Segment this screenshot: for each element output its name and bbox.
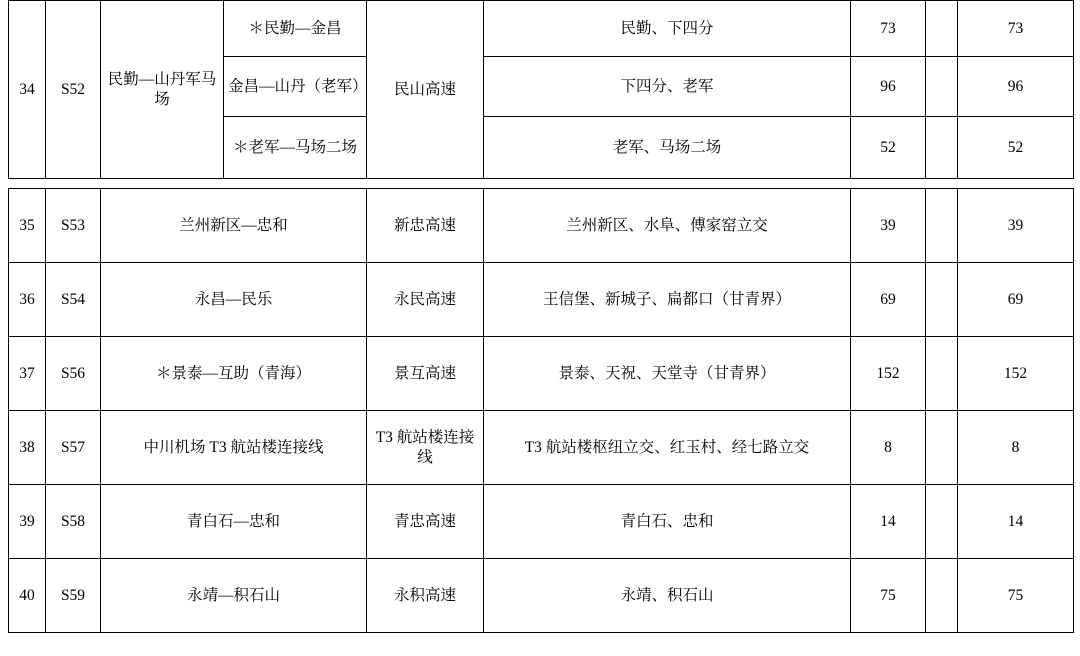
cell-route: 景互高速 (367, 337, 484, 411)
cell-no: 34 (9, 1, 46, 179)
cell-pass: 景泰、天祝、天堂寺（甘青界） (484, 337, 851, 411)
cell-length-1: 69 (851, 263, 926, 337)
table-row (9, 337, 1074, 411)
cell-length-2: 52 (958, 117, 1074, 179)
cell-gutter (926, 411, 958, 485)
cell-code: S54 (46, 263, 101, 337)
table-row (9, 559, 1074, 633)
cell-length-1: 73 (851, 1, 926, 57)
cell-segment: ＊民勤—金昌 (224, 1, 367, 57)
cell-gutter (926, 559, 958, 633)
cell-length-2: 96 (958, 57, 1074, 117)
cell-no: 38 (9, 411, 46, 485)
cell-length-1: 14 (851, 485, 926, 559)
cell-code: S56 (46, 337, 101, 411)
cell-pass: 永靖、积石山 (484, 559, 851, 633)
cell-route: 永积高速 (367, 559, 484, 633)
cell-code: S52 (46, 1, 101, 179)
cell-name: 青白石—忠和 (101, 485, 367, 559)
cell-length-1: 75 (851, 559, 926, 633)
cell-code: S53 (46, 189, 101, 263)
cell-gutter (926, 117, 958, 179)
cell-length-2: 73 (958, 1, 1074, 57)
highway-table (8, 0, 1074, 633)
cell-gutter (926, 189, 958, 263)
cell-pass: 老军、马场二场 (484, 117, 851, 179)
cell-code: S59 (46, 559, 101, 633)
cell-segment: ＊老军—马场二场 (224, 117, 367, 179)
cell-name: 中川机场 T3 航站楼连接线 (101, 411, 367, 485)
cell-name: 兰州新区—忠和 (101, 189, 367, 263)
cell-length-1: 39 (851, 189, 926, 263)
cell-length-1: 152 (851, 337, 926, 411)
cell-code: S57 (46, 411, 101, 485)
cell-gutter (926, 337, 958, 411)
cell-name: 永靖—积石山 (101, 559, 367, 633)
cell-name: ＊景泰—互助（青海） (101, 337, 367, 411)
cell-length-2: 69 (958, 263, 1074, 337)
cell-name: 永昌—民乐 (101, 263, 367, 337)
cell-length-1: 52 (851, 117, 926, 179)
cell-name: 民勤—山丹军马场 (101, 1, 224, 179)
cell-length-1: 8 (851, 411, 926, 485)
cell-pass: T3 航站楼枢纽立交、红玉村、经七路立交 (484, 411, 851, 485)
table-row (9, 411, 1074, 485)
cell-pass: 兰州新区、水阜、傅家窑立交 (484, 189, 851, 263)
cell-gutter (926, 57, 958, 117)
cell-pass: 青白石、忠和 (484, 485, 851, 559)
row-spacer (9, 179, 1074, 189)
cell-no: 37 (9, 337, 46, 411)
cell-route: 新忠高速 (367, 189, 484, 263)
cell-no: 36 (9, 263, 46, 337)
table-row (9, 485, 1074, 559)
cell-length-1: 96 (851, 57, 926, 117)
cell-pass: 王信堡、新城子、扁都口（甘青界） (484, 263, 851, 337)
cell-route: 民山高速 (367, 1, 484, 179)
cell-code: S58 (46, 485, 101, 559)
cell-route: T3 航站楼连接线 (367, 411, 484, 485)
cell-pass: 民勤、下四分 (484, 1, 851, 57)
table-row (9, 263, 1074, 337)
cell-no: 39 (9, 485, 46, 559)
cell-length-2: 14 (958, 485, 1074, 559)
table-row (9, 1, 1074, 57)
cell-length-2: 8 (958, 411, 1074, 485)
cell-length-2: 152 (958, 337, 1074, 411)
cell-gutter (926, 485, 958, 559)
cell-route: 永民高速 (367, 263, 484, 337)
cell-route: 青忠高速 (367, 485, 484, 559)
cell-gutter (926, 1, 958, 57)
cell-no: 40 (9, 559, 46, 633)
cell-no: 35 (9, 189, 46, 263)
cell-pass: 下四分、老军 (484, 57, 851, 117)
table-row (9, 189, 1074, 263)
cell-length-2: 75 (958, 559, 1074, 633)
cell-gutter (926, 263, 958, 337)
cell-segment: 金昌—山丹（老军） (224, 57, 367, 117)
cell-length-2: 39 (958, 189, 1074, 263)
